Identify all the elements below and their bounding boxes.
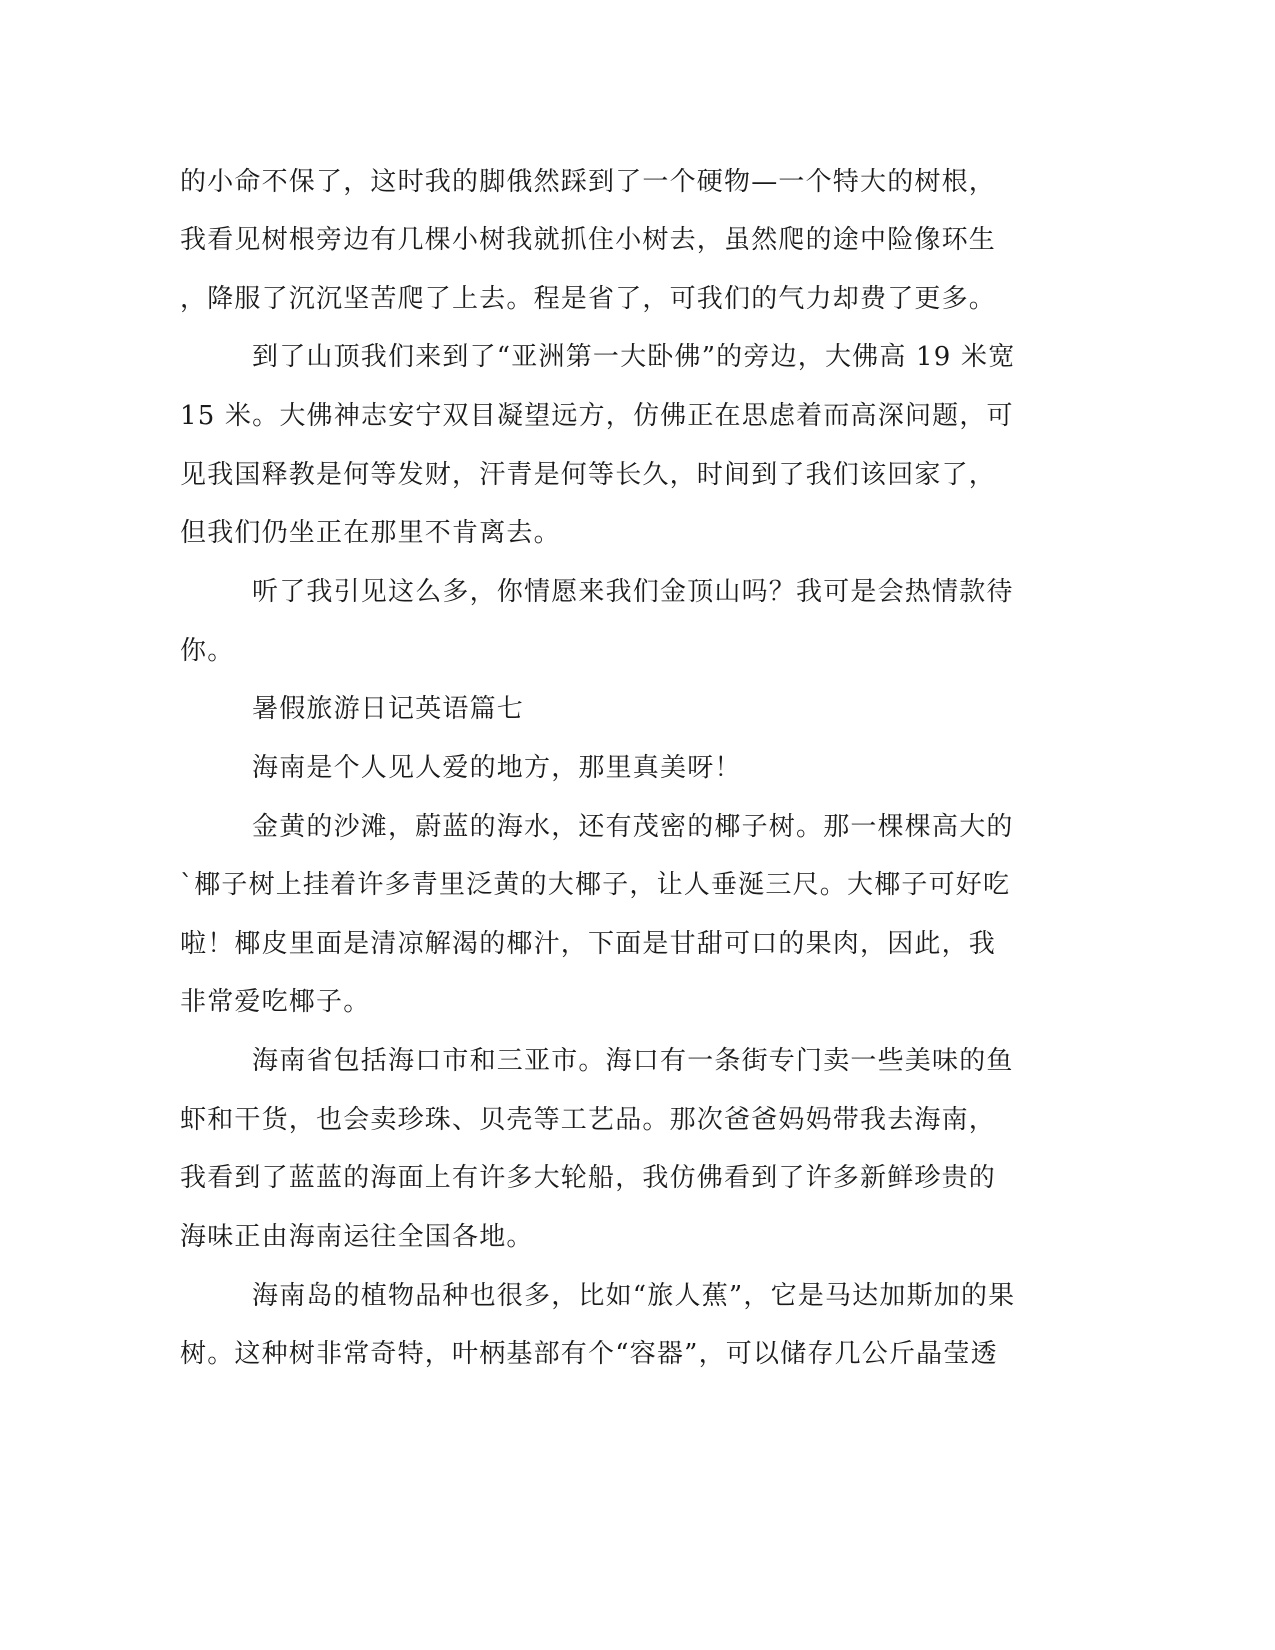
text-line: 海味正由海南运往全国各地。 <box>180 1222 534 1252</box>
text-line: 虾和干货，也会卖珍珠、贝壳等工艺品。那次爸爸妈妈带我去海南， <box>180 1105 997 1135</box>
text-line: 见我国释教是何等发财，汗青是何等长久，时间到了我们该回家了， <box>180 460 997 490</box>
text-line: 到了山顶我们来到了“亚洲第一大卧佛”的旁边，大佛高 19 米宽 <box>252 342 1016 372</box>
text-line: 的小命不保了，这时我的脚俄然踩到了一个硬物—一个特大的树根， <box>180 167 997 197</box>
text-line: 海南是个人见人爱的地方，那里真美呀！ <box>252 753 742 783</box>
text-line: 树。这种树非常奇特，叶柄基部有个“容器”，可以储存几公斤晶莹透 <box>180 1339 998 1369</box>
text-line: `椰子树上挂着许多青里泛黄的大椰子，让人垂涎三尺。大椰子可好吃 <box>180 870 1011 900</box>
text-line: ，降服了沉沉坚苦爬了上去。程是省了，可我们的气力却费了更多。 <box>180 284 997 314</box>
text-line: 啦！椰皮里面是清凉解渴的椰汁，下面是甘甜可口的果肉，因此，我 <box>180 929 997 959</box>
text-line: 海南省包括海口市和三亚市。海口有一条街专门卖一些美味的鱼 <box>252 1046 1014 1076</box>
text-line: 你。 <box>180 636 235 666</box>
text-line: 15 米。大佛神志安宁双目凝望远方，仿佛正在思虑着而高深问题，可 <box>180 401 1014 431</box>
section-heading: 暑假旅游日记英语篇七 <box>252 694 525 724</box>
text-line: 但我们仍坐正在那里不肯离去。 <box>180 518 561 548</box>
text-line: 听了我引见这么多，你情愿来我们金顶山吗？我可是会热情款待 <box>252 577 1014 607</box>
text-line: 非常爱吃椰子。 <box>180 987 371 1017</box>
text-line: 我看到了蓝蓝的海面上有许多大轮船，我仿佛看到了许多新鲜珍贵的 <box>180 1163 997 1193</box>
text-line: 金黄的沙滩，蔚蓝的海水，还有茂密的椰子树。那一棵棵高大的 <box>252 812 1014 842</box>
text-line: 我看见树根旁边有几棵小树我就抓住小树去，虽然爬的途中险像环生 <box>180 225 997 255</box>
text-line: 海南岛的植物品种也很多，比如“旅人蕉”，它是马达加斯加的果 <box>252 1281 1016 1311</box>
